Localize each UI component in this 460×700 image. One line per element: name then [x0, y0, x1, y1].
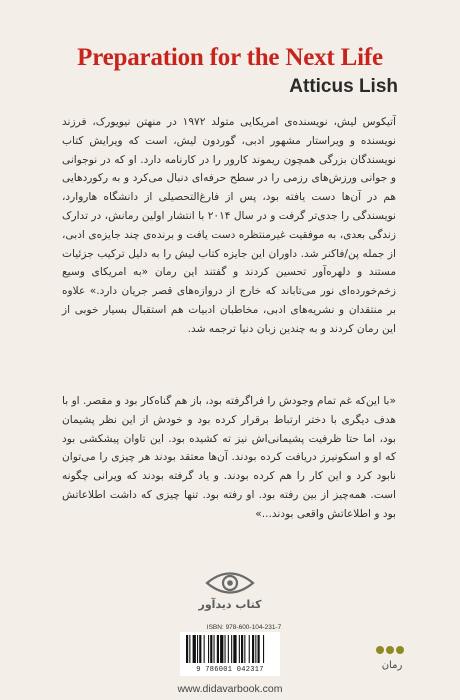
- eye-logo-icon: [196, 566, 264, 600]
- publisher-logo: [196, 566, 264, 624]
- three-dots-icon: [376, 646, 406, 656]
- author-bio-paragraph: [62, 113, 396, 339]
- publisher-name: کتاب دیدآور: [198, 598, 262, 611]
- book-title: Preparation for the Next Life: [77, 44, 383, 71]
- excerpt-text: «با این‌که غم تمام وجودش را فراگرفته بود، باز هم گناه‌کار بود و مقصر. او با هدف دیگری با دختر ارتباط برقرار کرده بود و خودش از این نظر پشیمان بود، اما حتا ظرفیت پشیمانی‌اش نیز ته کشیده بود. این تاوان پیشکشی بود که او و اسکونیرز دریافت کرده بودند. آن‌ها معتقد بودند هر چیزی را می‌توان نابود کرد و این کار را هم کرده بودند. و یاد گرفته بودند که ویرانی چگونه است. همه‌چیز از بین رفته بود. او رفته بود. تنها چیزی که داشت اطلاعاتش بود و اطلاعاتش واقعی بودند...»: [62, 395, 396, 520]
- author-bio-text: آتیکوس لیش، نویسنده‌ی امریکایی متولد ۱۹۷۲ در منهتن نیویورک، فرزند نویسنده و ویراستار مشهور ادبی، گوردون لیش، است که ویرایش کتاب نویسندگان بزرگی همچون ریموند کارور را در کارنامه دارد. او که در نوجوانی و جوانی ورزش‌های رزمی را در سطح حرفه‌ای دنبال می‌کرد و به رکوردهایی هم در آن‌ها دست یافته بود، پس از فارغ‌التحصیلی از دانشگاه هاروارد، نویسندگی را جدی‌تر گرفت و در سال ۲۰۱۴ با انتشار اولین رمانش، در تدارک زندگی بعدی، به موفقیت غیرمنتظره دست یافت و برنده‌ی چند جایزه‌ی ادبی، از جمله پن/فاکنر شد. داوران این جایزه کتاب لیش را به دلیل ترکیب جزئیات مستند و دلهره‌آور تحسین کردند و گفتند این رمان «به امریکای وسیع زخم‌خورده‌ای نور می‌تاباند که خارج از دروازه‌های قصر جریان دارد.» علاوه بر منتقدان و نشریه‌های ادبی، مخاطبان ادبیات هم استقبال بسیار خوبی از این رمان کردند و به چندین زبان دنیا ترجمه شد.: [62, 116, 396, 335]
- excerpt-paragraph: [62, 392, 396, 524]
- genre-label: رمان: [381, 660, 403, 671]
- author-name: Atticus Lish: [289, 76, 398, 97]
- barcode-number: 9 786001 042317: [196, 666, 264, 674]
- barcode-bars: [180, 632, 280, 666]
- isbn-label: ISBN: 978-600-104-231-7: [206, 624, 282, 631]
- publisher-website: www.didavarbook.com: [177, 683, 283, 695]
- barcode: [180, 632, 280, 676]
